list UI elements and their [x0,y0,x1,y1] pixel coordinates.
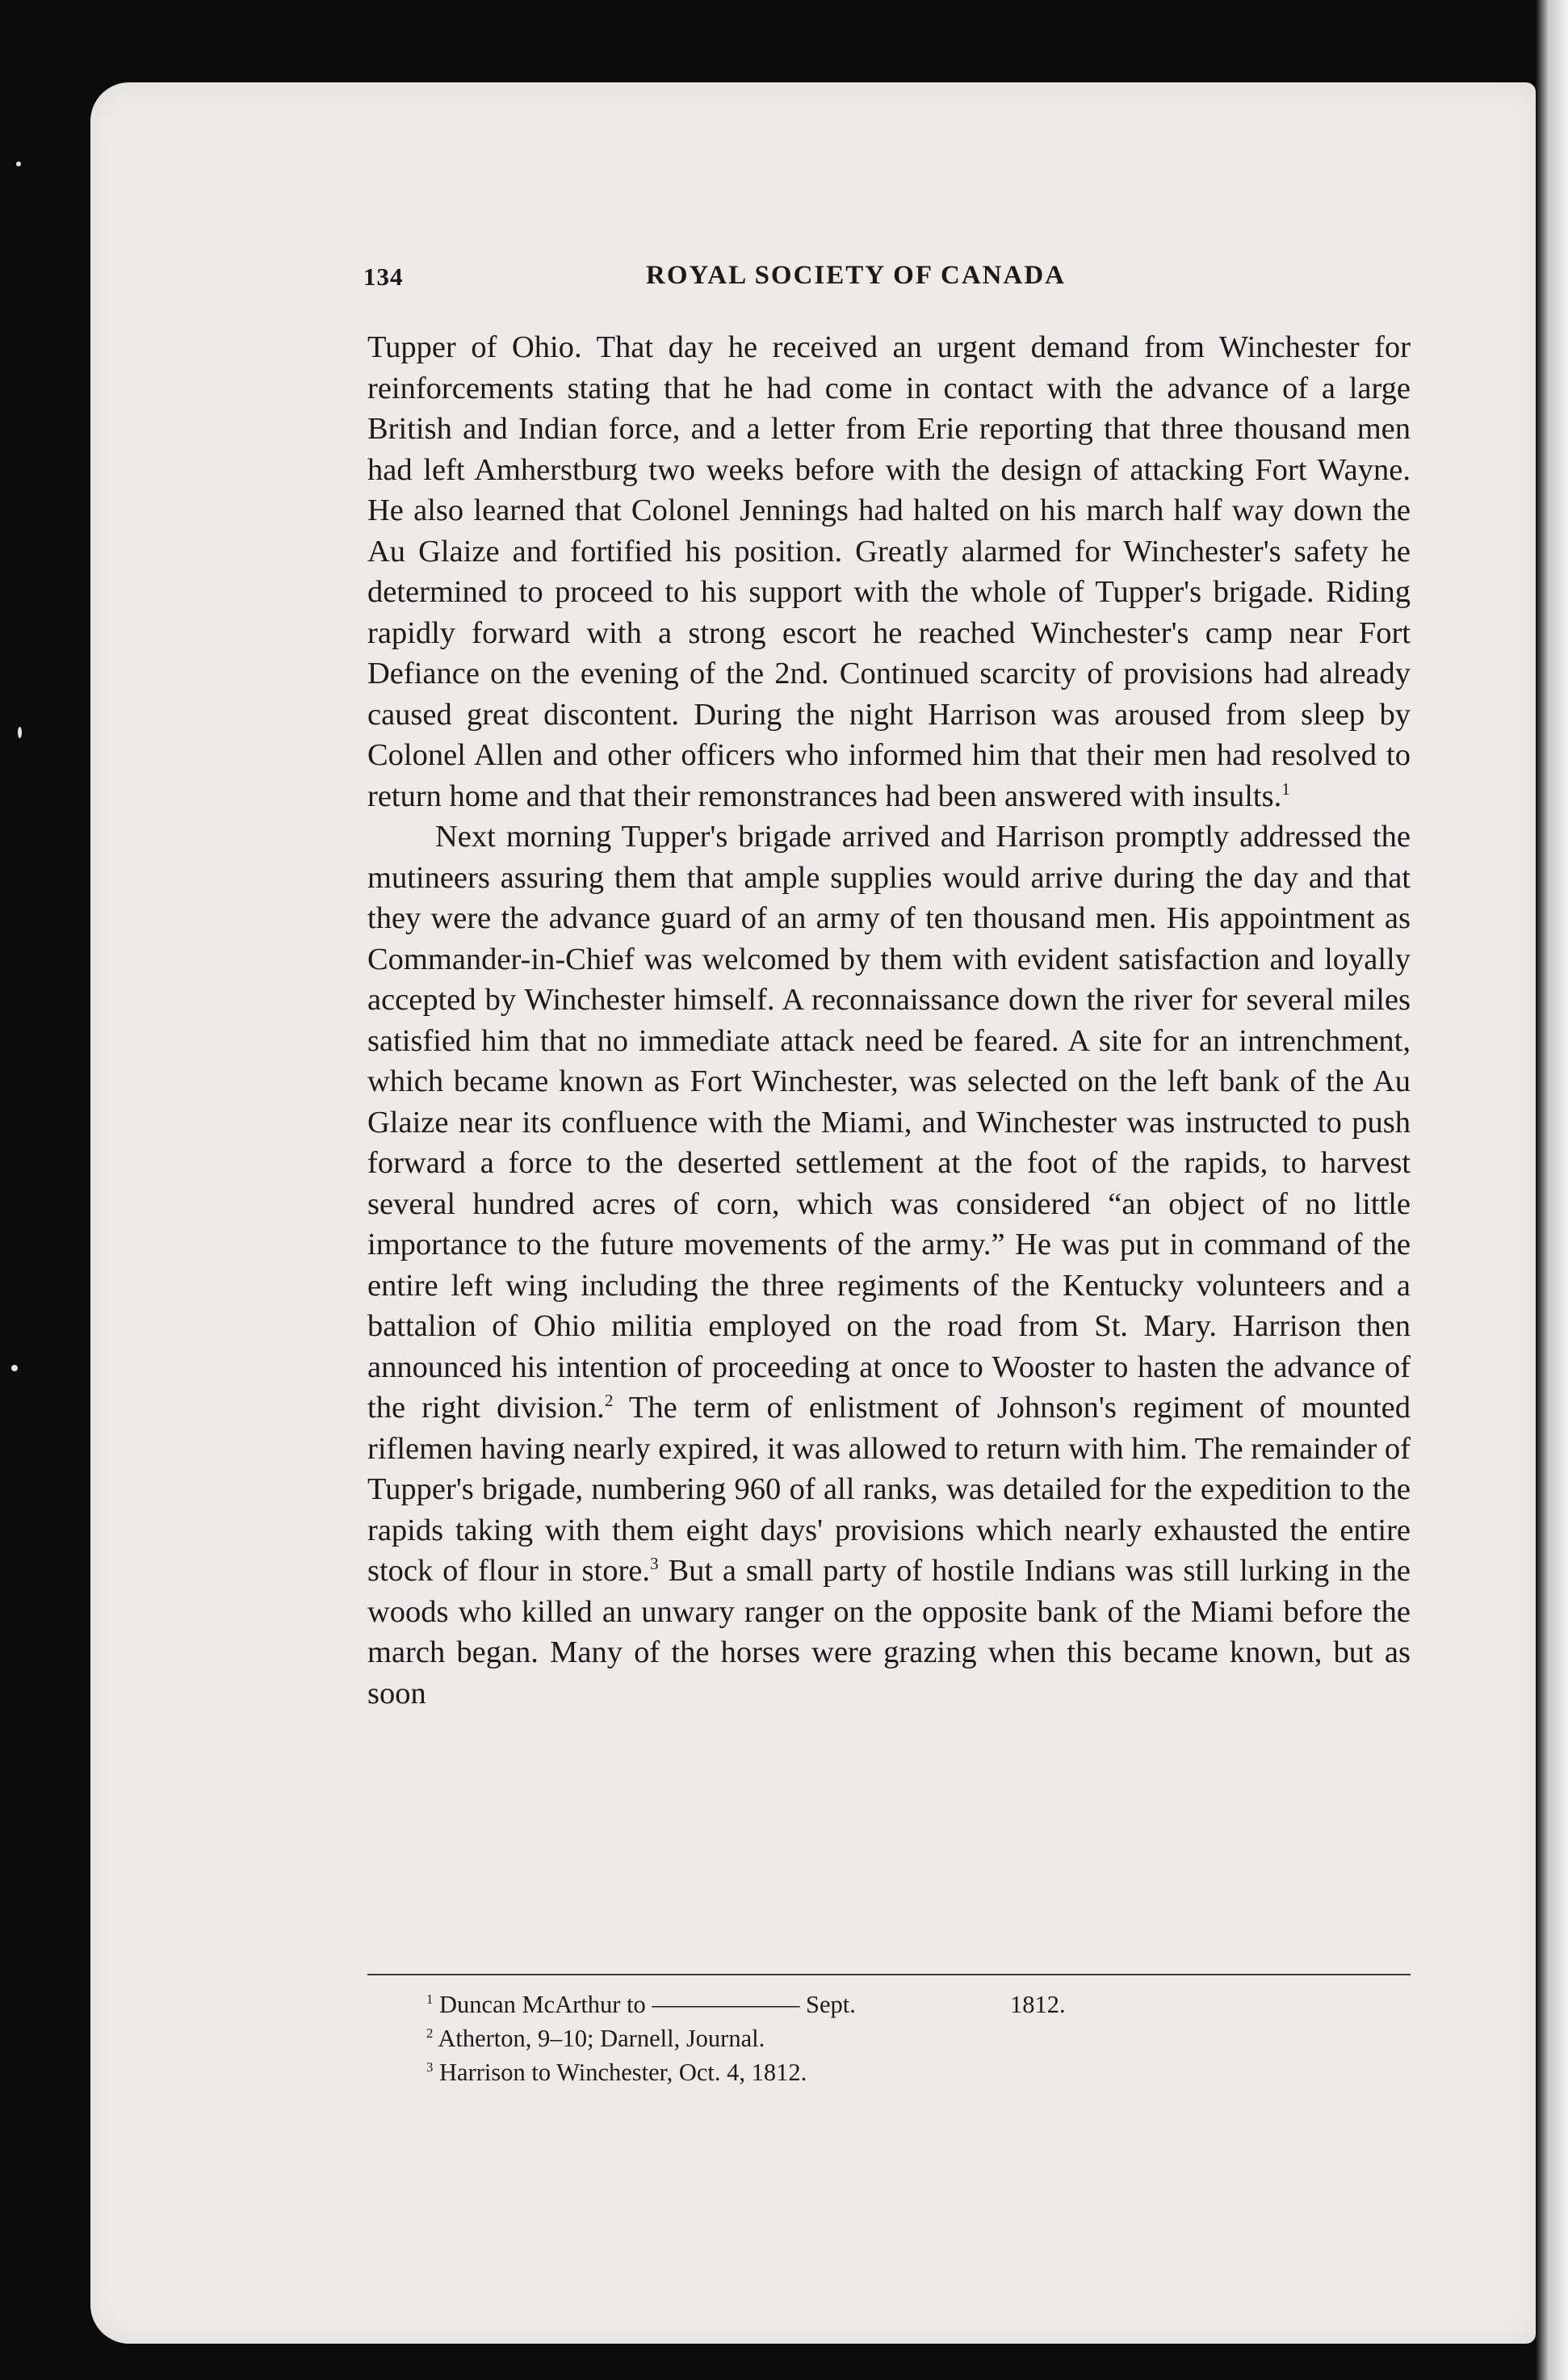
paragraph-text: Next morning Tupper's brigade arrived and Harrison promptly addressed the mutineers assuring them that ample supplies would arrive during the day and that they were the advance guard of an army of ten thousand men. His appointment as Commander-in-Chief was welcomed by them with evident satisfaction and loyally accepted by Winchester himself. A reconnaissance down the river for several miles satisfied him that no immediate attack need be feared. A site for an intrenchment, which became known as Fort Winchester, was selected on the left bank of the Au Glaize near its confluence with the Miami, and Winchester was instructed to push forward a force to the deserted settlement at the foot of the rapids, to harvest several hundred acres of corn, which was considered “an object of no little importance to the future movements of the army.” He was put in command of the entire left wing including the three regiments of the Kentucky volunteers and a battalion of Ohio militia employed on the road from St. Mary. Harrison then announced his intention of proceeding at once to Wooster to hasten the advance of the right division. [367,820,1411,1425]
paragraph-text: Tupper of Ohio. That day he received an urgent demand from Winchester for reinforcements stating that he had come in contact with the advance of a large British and Indian force, and a letter from Erie reporting that three thousand men had left Amherstburg two weeks before with the design of attacking Fort Wayne. He also learned that Colonel Jennings had halted on his march half way down the Au Glaize and fortified his position. Greatly alarmed for Winchester's safety he determined to proceed to his support with the whole of Tupper's brigade. Riding rapidly forward with a strong escort he reached Winchester's camp near Fort Defiance on the evening of the 2nd. Continued scarcity of provisions had already caused great discontent. During the night Harrison was aroused from sleep by Colonel Allen and other officers who informed him that their men had resolved to return home and that their remonstrances had been answered with insults. [367,330,1411,813]
footnote-number: 2 [426,2025,434,2041]
paragraph-text: But a small party of hostile Indians was still lurking in the woods who killed an unwary ranger on the opposite bank of the Miami before the march began. Many of the horses were grazing when this became known, but as soon [367,1554,1411,1710]
running-title: ROYAL SOCIETY OF CANADA [646,261,1066,290]
footnote [426,2055,1355,2089]
footnote-number: 1 [426,1991,434,2007]
page-number: 134 [363,262,404,291]
scan-speck [18,727,22,738]
footnote-text: Duncan McArthur to —————— Sept. [439,1991,856,2018]
running-head [363,253,1421,301]
footnote-rule [367,1974,1411,1975]
footnote-number: 3 [426,2059,434,2075]
body-text [367,327,1411,1714]
paragraph [367,327,1411,816]
scan-speck [11,1365,18,1371]
paragraph [367,816,1411,1714]
footnote-marker: 1 [1281,779,1290,799]
footnote-marker: 2 [604,1391,614,1411]
footnote-text: Harrison to Winchester, Oct. 4, 1812. [439,2059,807,2086]
paragraph-text: The term of enlistment of Johnson's regiment of mounted riflemen having nearly expired, it was allowed to return with him. The remainder of Tupper's brigade, numbering 960 of all ranks, was detailed for the expedition to the rapids taking with them eight days' provisions which nearly exhausted the entire stock of flour in store. [367,1391,1411,1588]
footnote-marker: 3 [650,1554,659,1574]
footnote-text: Atherton, 9–10; Darnell, Journal. [438,2025,765,2052]
footnotes [426,1988,1355,2089]
page-edge [1536,0,1568,2380]
footnote-year: 1812. [1010,1991,1066,2018]
footnote [426,2021,1355,2055]
scan-speck [16,162,21,166]
footnote [426,1988,1355,2021]
